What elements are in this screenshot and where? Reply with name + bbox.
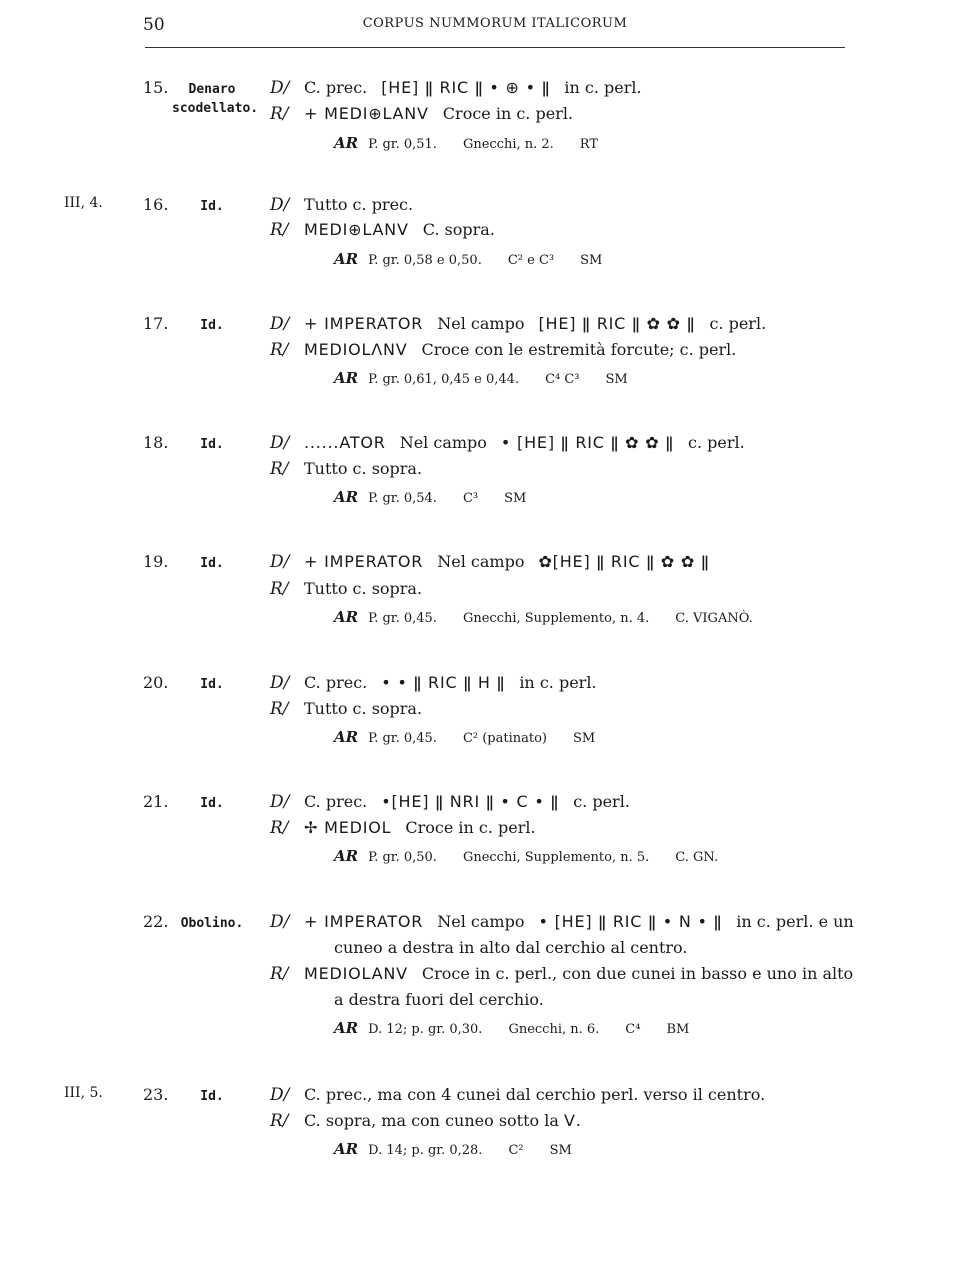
obverse-symbol: D/	[270, 195, 290, 215]
entry-number: 20.	[143, 673, 169, 692]
denomination: Id.	[200, 318, 224, 333]
denomination: Denaro scodellato.	[172, 82, 259, 116]
obverse-description: ......ATOR Nel campo • [HE] ǁ RIC ǁ ✿ ✿ ǁ c. perl.	[304, 433, 745, 452]
specimen-details: AR P. gr. 0,58 e 0,50. C² e C³ SM	[334, 250, 603, 268]
obverse-description: C. prec., ma con 4 cunei dal cerchio perl. verso il centro.	[304, 1085, 766, 1104]
obverse-symbol: D/	[270, 552, 290, 572]
silver-symbol: AR	[334, 1019, 359, 1037]
obverse-description: + IMPERATOR Nel campo ✿[HE] ǁ RIC ǁ ✿ ✿ ǁ	[304, 552, 710, 571]
silver-symbol: AR	[334, 369, 359, 387]
specimen-details: AR P. gr. 0,45. C² (patinato) SM	[334, 728, 596, 746]
obverse-description: C. prec. • • ǁ RIC ǁ H ǁ in c. perl.	[304, 673, 597, 692]
reverse-description: MEDIOLΛNV Croce con le estremità forcute; c. perl.	[304, 340, 737, 359]
silver-symbol: AR	[334, 847, 359, 865]
denomination: Obolino.	[180, 916, 244, 931]
reverse-symbol: R/	[270, 1111, 289, 1131]
denomination: Id.	[200, 437, 224, 452]
margin-reference: III, 5.	[64, 1085, 103, 1101]
reverse-description: MEDI⊕LANV C. sopra.	[304, 220, 495, 239]
reverse-description-continued: a destra fuori del cerchio.	[334, 990, 544, 1009]
reverse-description: C. sopra, ma con cuneo sotto la V.	[304, 1111, 581, 1130]
running-title: CORPUS NUMMORUM ITALICORUM	[362, 16, 628, 31]
silver-symbol: AR	[334, 134, 359, 152]
reverse-description: + MEDI⊕LANV Croce in c. perl.	[304, 104, 574, 123]
margin-reference: III, 4.	[64, 195, 103, 211]
silver-symbol: AR	[334, 728, 359, 746]
obverse-symbol: D/	[270, 78, 290, 98]
obverse-symbol: D/	[270, 792, 290, 812]
page-number: 50	[143, 15, 165, 35]
entry-number: 18.	[143, 433, 169, 452]
specimen-details: AR P. gr. 0,54. C³ SM	[334, 488, 527, 506]
reverse-description: Tutto c. sopra.	[304, 579, 423, 598]
denomination: Id.	[200, 199, 224, 214]
entry-number: 21.	[143, 792, 169, 811]
obverse-symbol: D/	[270, 433, 290, 453]
header-rule	[145, 47, 845, 48]
reverse-symbol: R/	[270, 818, 289, 838]
reverse-symbol: R/	[270, 699, 289, 719]
obverse-description: C. prec. [HE] ǁ RIC ǁ • ⊕ • ǁ in c. perl.	[304, 78, 642, 97]
silver-symbol: AR	[334, 608, 359, 626]
entry-number: 19.	[143, 552, 169, 571]
obverse-description-continued: cuneo a destra in alto dal cerchio al centro.	[334, 938, 688, 957]
entry-number: 17.	[143, 314, 169, 333]
reverse-description: Tutto c. sopra.	[304, 699, 423, 718]
reverse-description: ✢ MEDIOL Croce in c. perl.	[304, 818, 536, 837]
denomination: Id.	[200, 1089, 224, 1104]
reverse-symbol: R/	[270, 459, 289, 479]
obverse-symbol: D/	[270, 673, 290, 693]
entry-number: 22.	[143, 912, 169, 931]
reverse-symbol: R/	[270, 104, 289, 124]
reverse-description: MEDIOLANV Croce in c. perl., con due cunei in basso e uno in alto	[304, 964, 854, 983]
silver-symbol: AR	[334, 250, 359, 268]
specimen-details: AR D. 14; p. gr. 0,28. C² SM	[334, 1140, 572, 1158]
reverse-symbol: R/	[270, 964, 289, 984]
denomination: Id.	[200, 677, 224, 692]
entry-number: 16.	[143, 195, 169, 214]
reverse-symbol: R/	[270, 340, 289, 360]
specimen-details: AR P. gr. 0,51. Gnecchi, n. 2. RT	[334, 134, 599, 152]
entry-number: 23.	[143, 1085, 169, 1104]
denomination: Id.	[200, 796, 224, 811]
silver-symbol: AR	[334, 1140, 359, 1158]
specimen-details: AR P. gr. 0,45. Gnecchi, Supplemento, n. 4. C. VIGANÒ.	[334, 608, 753, 626]
specimen-details: AR P. gr. 0,50. Gnecchi, Supplemento, n. 5. C. GN.	[334, 847, 719, 865]
reverse-description: Tutto c. sopra.	[304, 459, 423, 478]
obverse-description: C. prec. •[HE] ǁ NRI ǁ • C • ǁ c. perl.	[304, 792, 630, 811]
obverse-description: + IMPERATOR Nel campo • [HE] ǁ RIC ǁ • N • ǁ in c. perl. e un	[304, 912, 854, 931]
obverse-symbol: D/	[270, 314, 290, 334]
specimen-details: AR P. gr. 0,61, 0,45 e 0,44. C⁴ C³ SM	[334, 369, 628, 387]
reverse-symbol: R/	[270, 579, 289, 599]
reverse-symbol: R/	[270, 220, 289, 240]
page-header	[0, 0, 960, 60]
denomination: Id.	[200, 556, 224, 571]
obverse-symbol: D/	[270, 1085, 290, 1105]
obverse-description: Tutto c. prec.	[304, 195, 414, 214]
silver-symbol: AR	[334, 488, 359, 506]
obverse-description: + IMPERATOR Nel campo [HE] ǁ RIC ǁ ✿ ✿ ǁ c. perl.	[304, 314, 767, 333]
obverse-symbol: D/	[270, 912, 290, 932]
entry-number: 15.	[143, 78, 169, 97]
specimen-details: AR D. 12; p. gr. 0,30. Gnecchi, n. 6. C⁴ BM	[334, 1019, 690, 1037]
